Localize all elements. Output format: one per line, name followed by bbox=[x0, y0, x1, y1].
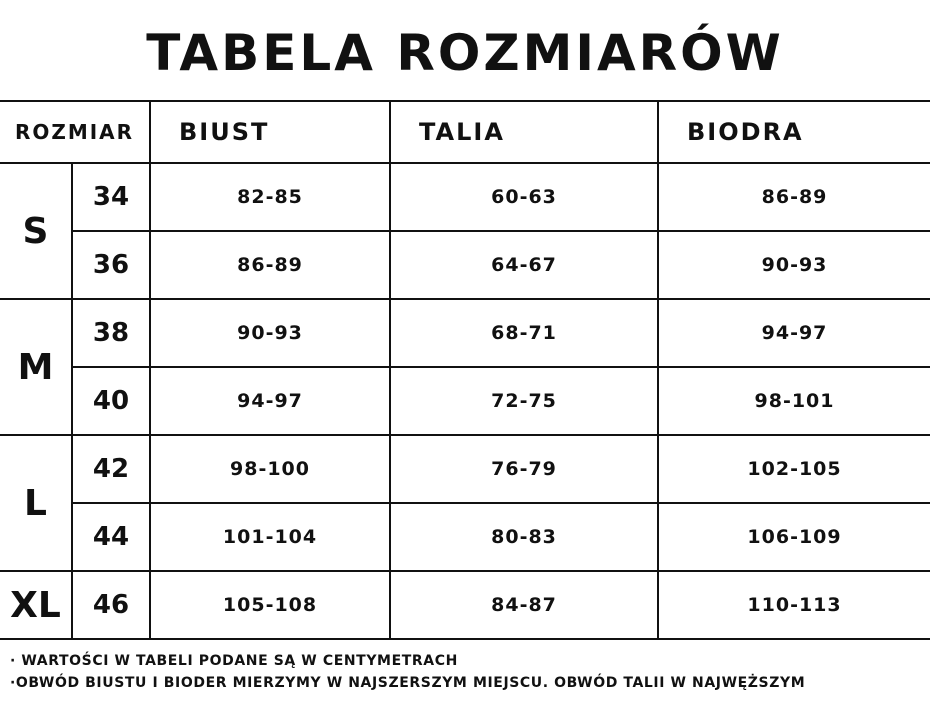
size-number-cell: 34 bbox=[72, 163, 150, 231]
table-row bbox=[0, 163, 930, 231]
size-number-cell: 44 bbox=[72, 503, 150, 571]
column-header-rozmiar: ROZMIAR bbox=[0, 101, 150, 163]
hips-value-cell: 106-109 bbox=[658, 503, 930, 571]
table-header-row bbox=[0, 101, 930, 163]
table-row bbox=[0, 367, 930, 435]
table-body bbox=[0, 163, 930, 639]
column-header-biodra: BIODRA bbox=[658, 101, 930, 163]
waist-value-cell: 60-63 bbox=[390, 163, 658, 231]
bust-value-cell: 94-97 bbox=[150, 367, 390, 435]
table-header bbox=[0, 101, 930, 163]
bust-value-cell: 82-85 bbox=[150, 163, 390, 231]
size-table bbox=[0, 100, 930, 640]
column-header-talia: TALIA bbox=[390, 101, 658, 163]
table-row bbox=[0, 299, 930, 367]
bust-value-cell: 98-100 bbox=[150, 435, 390, 503]
note-line-2: ·OBWÓD BIUSTU I BIODER MIERZYMY W NAJSZERSZYM MIEJSCU. OBWÓD TALII W NAJWĘŻSZYM bbox=[10, 675, 806, 692]
waist-value-cell: 84-87 bbox=[390, 571, 658, 639]
column-header-biust: BIUST bbox=[150, 101, 390, 163]
note-line-1: · WARTOŚCI W TABELI PODANE SĄ W CENTYMETRACH bbox=[10, 653, 458, 669]
bust-value-cell: 86-89 bbox=[150, 231, 390, 299]
size-chart-page bbox=[0, 24, 930, 722]
size-number-cell: 42 bbox=[72, 435, 150, 503]
size-number-cell: 46 bbox=[72, 571, 150, 639]
table-row bbox=[0, 231, 930, 299]
table-row bbox=[0, 503, 930, 571]
size-number-cell: 40 bbox=[72, 367, 150, 435]
size-letter-cell: L bbox=[0, 435, 72, 571]
bust-value-cell: 105-108 bbox=[150, 571, 390, 639]
bust-value-cell: 101-104 bbox=[150, 503, 390, 571]
waist-value-cell: 72-75 bbox=[390, 367, 658, 435]
waist-value-cell: 76-79 bbox=[390, 435, 658, 503]
hips-value-cell: 102-105 bbox=[658, 435, 930, 503]
hips-value-cell: 110-113 bbox=[658, 571, 930, 639]
size-letter-cell: S bbox=[0, 163, 72, 299]
hips-value-cell: 86-89 bbox=[658, 163, 930, 231]
waist-value-cell: 64-67 bbox=[390, 231, 658, 299]
size-number-cell: 38 bbox=[72, 299, 150, 367]
size-letter-cell: M bbox=[0, 299, 72, 435]
table-row bbox=[0, 571, 930, 639]
bust-value-cell: 90-93 bbox=[150, 299, 390, 367]
size-number-cell: 36 bbox=[72, 231, 150, 299]
waist-value-cell: 80-83 bbox=[390, 503, 658, 571]
size-letter-cell: XL bbox=[0, 571, 72, 639]
hips-value-cell: 98-101 bbox=[658, 367, 930, 435]
table-notes bbox=[0, 650, 930, 695]
hips-value-cell: 90-93 bbox=[658, 231, 930, 299]
waist-value-cell: 68-71 bbox=[390, 299, 658, 367]
page-title: TABELA ROZMIARÓW bbox=[146, 24, 784, 82]
hips-value-cell: 94-97 bbox=[658, 299, 930, 367]
table-row bbox=[0, 435, 930, 503]
